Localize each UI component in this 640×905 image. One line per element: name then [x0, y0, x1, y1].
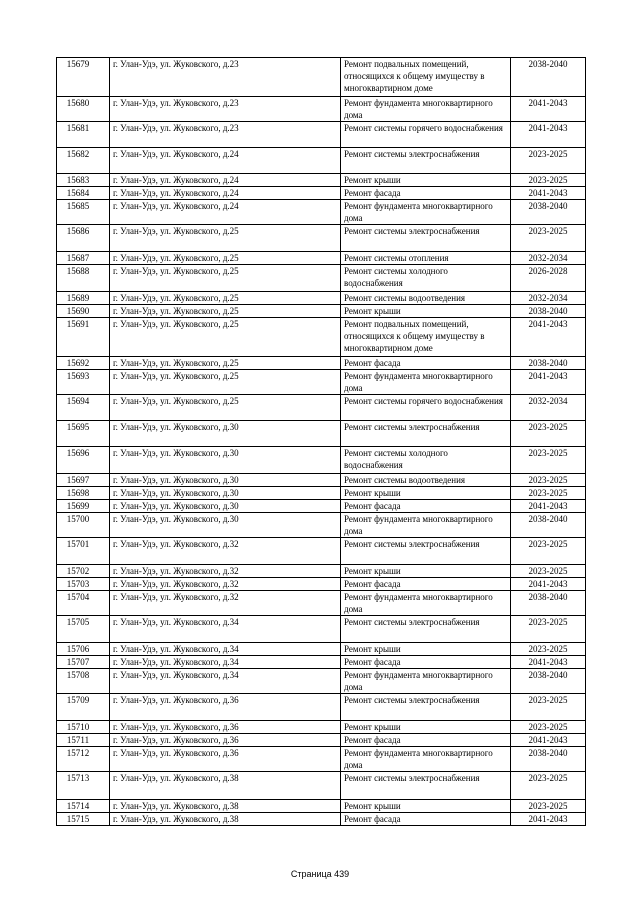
row-work-type: Ремонт подвальных помещений, относящихся к общему имуществу в многоквартирном доме [341, 58, 511, 97]
table-row [57, 669, 586, 694]
table-row [57, 187, 586, 200]
row-work-type: Ремонт фундамента многоквартирного дома [341, 513, 511, 538]
row-address: г. Улан-Удэ, ул. Жуковского, д.34 [110, 669, 341, 694]
row-period: 2038-2040 [511, 747, 586, 772]
row-address: г. Улан-Удэ, ул. Жуковского, д.36 [110, 721, 341, 734]
row-work-type: Ремонт системы электроснабжения [341, 148, 511, 174]
row-address: г. Улан-Удэ, ул. Жуковского, д.32 [110, 591, 341, 616]
row-address: г. Улан-Удэ, ул. Жуковского, д.25 [110, 370, 341, 395]
table-row [57, 578, 586, 591]
row-address: г. Улан-Удэ, ул. Жуковского, д.25 [110, 357, 341, 370]
works-table [56, 57, 586, 826]
row-number: 15679 [57, 58, 110, 97]
row-number: 15680 [57, 97, 110, 122]
row-address: г. Улан-Удэ, ул. Жуковского, д.30 [110, 500, 341, 513]
row-number: 15700 [57, 513, 110, 538]
row-address: г. Улан-Удэ, ул. Жуковского, д.32 [110, 578, 341, 591]
row-number: 15690 [57, 305, 110, 318]
row-number: 15687 [57, 252, 110, 265]
row-period: 2023-2025 [511, 772, 586, 800]
row-period: 2038-2040 [511, 58, 586, 97]
row-work-type: Ремонт крыши [341, 174, 511, 187]
row-address: г. Улан-Удэ, ул. Жуковского, д.24 [110, 187, 341, 200]
row-work-type: Ремонт крыши [341, 305, 511, 318]
row-address: г. Улан-Удэ, ул. Жуковского, д.25 [110, 292, 341, 305]
row-number: 15703 [57, 578, 110, 591]
row-period: 2041-2043 [511, 656, 586, 669]
table-row [57, 200, 586, 225]
row-address: г. Улан-Удэ, ул. Жуковского, д.23 [110, 58, 341, 97]
row-period: 2023-2025 [511, 616, 586, 643]
row-number: 15684 [57, 187, 110, 200]
row-number: 15694 [57, 395, 110, 421]
table-row [57, 305, 586, 318]
table-row [57, 616, 586, 643]
row-period: 2038-2040 [511, 669, 586, 694]
table-row [57, 174, 586, 187]
row-period: 2023-2025 [511, 148, 586, 174]
table-row [57, 721, 586, 734]
table-row [57, 474, 586, 487]
table-row [57, 97, 586, 122]
row-period: 2023-2025 [511, 225, 586, 252]
row-number: 15699 [57, 500, 110, 513]
row-work-type: Ремонт фасада [341, 187, 511, 200]
table-row [57, 734, 586, 747]
table-row [57, 643, 586, 656]
row-number: 15696 [57, 447, 110, 474]
row-address: г. Улан-Удэ, ул. Жуковского, д.36 [110, 734, 341, 747]
row-number: 15713 [57, 772, 110, 800]
row-work-type: Ремонт системы водоотведения [341, 474, 511, 487]
row-period: 2038-2040 [511, 305, 586, 318]
table-row [57, 772, 586, 800]
row-number: 15688 [57, 265, 110, 292]
row-period: 2041-2043 [511, 734, 586, 747]
row-number: 15711 [57, 734, 110, 747]
row-number: 15701 [57, 538, 110, 565]
row-address: г. Улан-Удэ, ул. Жуковского, д.34 [110, 656, 341, 669]
table-row [57, 252, 586, 265]
row-address: г. Улан-Удэ, ул. Жуковского, д.24 [110, 200, 341, 225]
row-period: 2038-2040 [511, 513, 586, 538]
row-address: г. Улан-Удэ, ул. Жуковского, д.30 [110, 447, 341, 474]
table-row [57, 122, 586, 148]
row-period: 2026-2028 [511, 265, 586, 292]
row-period: 2041-2043 [511, 97, 586, 122]
table-row [57, 813, 586, 826]
row-address: г. Улан-Удэ, ул. Жуковского, д.34 [110, 643, 341, 656]
row-number: 15715 [57, 813, 110, 826]
row-period: 2041-2043 [511, 578, 586, 591]
row-number: 15707 [57, 656, 110, 669]
row-period: 2038-2040 [511, 591, 586, 616]
row-period: 2041-2043 [511, 122, 586, 148]
row-work-type: Ремонт фасада [341, 734, 511, 747]
row-address: г. Улан-Удэ, ул. Жуковского, д.32 [110, 565, 341, 578]
table-row [57, 265, 586, 292]
table-row [57, 395, 586, 421]
row-address: г. Улан-Удэ, ул. Жуковского, д.34 [110, 616, 341, 643]
row-number: 15704 [57, 591, 110, 616]
row-address: г. Улан-Удэ, ул. Жуковского, д.32 [110, 538, 341, 565]
row-address: г. Улан-Удэ, ул. Жуковского, д.25 [110, 305, 341, 318]
row-address: г. Улан-Удэ, ул. Жуковского, д.25 [110, 395, 341, 421]
row-work-type: Ремонт крыши [341, 643, 511, 656]
row-work-type: Ремонт крыши [341, 487, 511, 500]
row-number: 15708 [57, 669, 110, 694]
row-work-type: Ремонт фундамента многоквартирного дома [341, 200, 511, 225]
row-period: 2032-2034 [511, 292, 586, 305]
row-number: 15714 [57, 800, 110, 813]
row-number: 15685 [57, 200, 110, 225]
row-number: 15693 [57, 370, 110, 395]
row-period: 2023-2025 [511, 800, 586, 813]
row-work-type: Ремонт фундамента многоквартирного дома [341, 591, 511, 616]
row-number: 15698 [57, 487, 110, 500]
row-work-type: Ремонт системы электроснабжения [341, 616, 511, 643]
row-period: 2038-2040 [511, 357, 586, 370]
row-number: 15702 [57, 565, 110, 578]
page-number: Страница 439 [290, 869, 350, 879]
row-period: 2032-2034 [511, 395, 586, 421]
row-work-type: Ремонт крыши [341, 800, 511, 813]
row-address: г. Улан-Удэ, ул. Жуковского, д.38 [110, 813, 341, 826]
row-work-type: Ремонт фасада [341, 656, 511, 669]
row-address: г. Улан-Удэ, ул. Жуковского, д.24 [110, 148, 341, 174]
row-number: 15709 [57, 694, 110, 721]
table-row [57, 513, 586, 538]
row-period: 2023-2025 [511, 694, 586, 721]
row-period: 2023-2025 [511, 487, 586, 500]
row-number: 15706 [57, 643, 110, 656]
row-address: г. Улан-Удэ, ул. Жуковского, д.38 [110, 800, 341, 813]
row-number: 15697 [57, 474, 110, 487]
row-work-type: Ремонт системы холодного водоснабжения [341, 447, 511, 474]
table-row [57, 694, 586, 721]
table-row [57, 225, 586, 252]
row-address: г. Улан-Удэ, ул. Жуковского, д.25 [110, 252, 341, 265]
row-work-type: Ремонт системы электроснабжения [341, 772, 511, 800]
table-row [57, 370, 586, 395]
row-work-type: Ремонт фундамента многоквартирного дома [341, 747, 511, 772]
row-work-type: Ремонт системы электроснабжения [341, 421, 511, 447]
row-period: 2023-2025 [511, 565, 586, 578]
row-number: 15681 [57, 122, 110, 148]
table-row [57, 747, 586, 772]
row-work-type: Ремонт крыши [341, 565, 511, 578]
row-number: 15712 [57, 747, 110, 772]
row-work-type: Ремонт фасада [341, 357, 511, 370]
row-work-type: Ремонт подвальных помещений, относящихся к общему имуществу в многоквартирном доме [341, 318, 511, 357]
row-number: 15692 [57, 357, 110, 370]
row-work-type: Ремонт системы водоотведения [341, 292, 511, 305]
row-work-type: Ремонт системы отопления [341, 252, 511, 265]
row-work-type: Ремонт системы горячего водоснабжения [341, 395, 511, 421]
row-work-type: Ремонт системы электроснабжения [341, 538, 511, 565]
row-work-type: Ремонт фасада [341, 578, 511, 591]
row-period: 2023-2025 [511, 474, 586, 487]
row-period: 2023-2025 [511, 174, 586, 187]
row-address: г. Улан-Удэ, ул. Жуковского, д.36 [110, 694, 341, 721]
row-number: 15689 [57, 292, 110, 305]
table-row [57, 591, 586, 616]
row-number: 15682 [57, 148, 110, 174]
table-row [57, 656, 586, 669]
row-number: 15691 [57, 318, 110, 357]
row-period: 2023-2025 [511, 643, 586, 656]
row-address: г. Улан-Удэ, ул. Жуковского, д.23 [110, 97, 341, 122]
table-row [57, 292, 586, 305]
row-number: 15705 [57, 616, 110, 643]
row-address: г. Улан-Удэ, ул. Жуковского, д.23 [110, 122, 341, 148]
table-row [57, 447, 586, 474]
row-period: 2023-2025 [511, 721, 586, 734]
table-row [57, 357, 586, 370]
row-period: 2041-2043 [511, 318, 586, 357]
row-address: г. Улан-Удэ, ул. Жуковского, д.25 [110, 318, 341, 357]
row-work-type: Ремонт системы электроснабжения [341, 225, 511, 252]
row-address: г. Улан-Удэ, ул. Жуковского, д.36 [110, 747, 341, 772]
row-period: 2023-2025 [511, 447, 586, 474]
row-address: г. Улан-Удэ, ул. Жуковского, д.30 [110, 421, 341, 447]
row-work-type: Ремонт крыши [341, 721, 511, 734]
row-work-type: Ремонт системы электроснабжения [341, 694, 511, 721]
table-row [57, 318, 586, 357]
row-work-type: Ремонт системы холодного водоснабжения [341, 265, 511, 292]
row-period: 2032-2034 [511, 252, 586, 265]
row-period: 2041-2043 [511, 500, 586, 513]
table-row [57, 148, 586, 174]
row-number: 15695 [57, 421, 110, 447]
row-address: г. Улан-Удэ, ул. Жуковского, д.30 [110, 474, 341, 487]
row-work-type: Ремонт фасада [341, 813, 511, 826]
table-row [57, 565, 586, 578]
row-work-type: Ремонт фундамента многоквартирного дома [341, 669, 511, 694]
table-row [57, 421, 586, 447]
table-row [57, 487, 586, 500]
row-address: г. Улан-Удэ, ул. Жуковского, д.30 [110, 513, 341, 538]
row-period: 2041-2043 [511, 370, 586, 395]
row-address: г. Улан-Удэ, ул. Жуковского, д.24 [110, 174, 341, 187]
row-period: 2023-2025 [511, 538, 586, 565]
row-work-type: Ремонт фундамента многоквартирного дома [341, 370, 511, 395]
row-period: 2038-2040 [511, 200, 586, 225]
row-number: 15686 [57, 225, 110, 252]
row-number: 15710 [57, 721, 110, 734]
row-number: 15683 [57, 174, 110, 187]
row-period: 2041-2043 [511, 813, 586, 826]
row-period: 2041-2043 [511, 187, 586, 200]
row-period: 2023-2025 [511, 421, 586, 447]
row-address: г. Улан-Удэ, ул. Жуковского, д.30 [110, 487, 341, 500]
table-row [57, 58, 586, 97]
works-table-body [57, 58, 586, 826]
table-row [57, 800, 586, 813]
row-work-type: Ремонт фасада [341, 500, 511, 513]
row-address: г. Улан-Удэ, ул. Жуковского, д.25 [110, 265, 341, 292]
row-address: г. Улан-Удэ, ул. Жуковского, д.25 [110, 225, 341, 252]
row-work-type: Ремонт системы горячего водоснабжения [341, 122, 511, 148]
row-work-type: Ремонт фундамента многоквартирного дома [341, 97, 511, 122]
table-row [57, 500, 586, 513]
row-address: г. Улан-Удэ, ул. Жуковского, д.38 [110, 772, 341, 800]
table-row [57, 538, 586, 565]
